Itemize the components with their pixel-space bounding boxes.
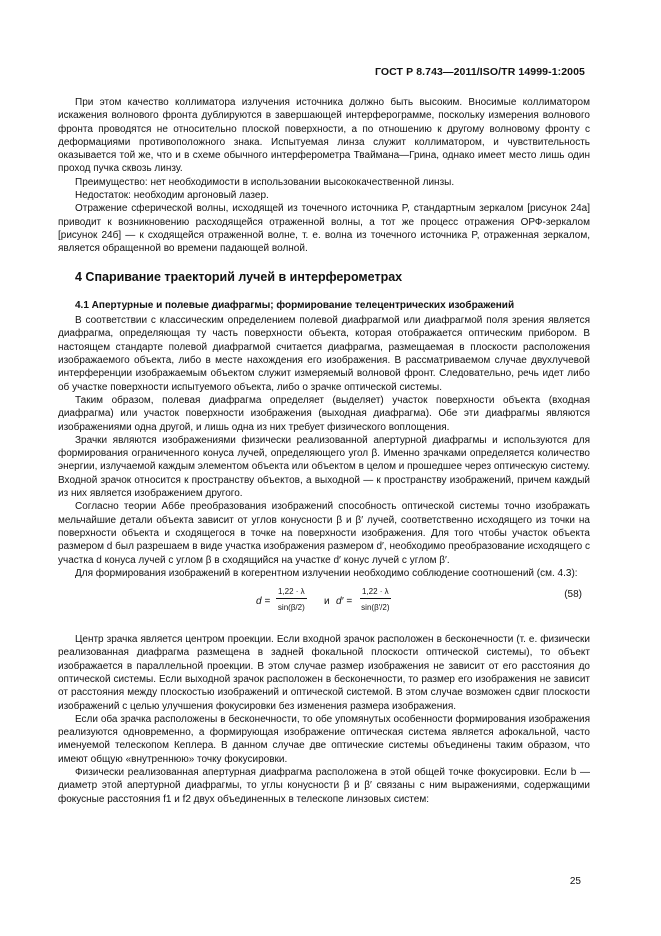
paragraph: Преимущество: нет необходимости в использовании высококачественной линзы. xyxy=(75,176,455,188)
paragraph: Отражение сферической волны, исходящей из точечного источника P, стандартным зеркалом [рисунок 24а] приводит к возникновению расходящейся отраженной волны, а тот же процесс отражения ОРФ-зеркалом [рисунок 24б] — к сходящейся отраженной волне, т. е. волна из точечного источника P, отраженная зеркалом, является обращенной во времени падающей волной. xyxy=(58,203,590,255)
formula-number: (58) xyxy=(564,589,582,601)
paragraph: В соответствии с классическим определением полевой диафрагмой или диафрагмой поля зрения является диафрагма, определяющая ту часть поверхности объекта, которая отображается оптическим прибором. В настоящем стандарте полевой диафрагмой считается диафрагма, размещаемая в плоскости расположения изображаемого объекта, либо в месте нахождения его изображения. В рассматриваемом случае двухлучевой интерференции изображаемым объектом служит измеряемый волновой фронт. Следовательно, речь идет либо об участке поверхности испытуемого объекта, либо о зрачке оптической системы. xyxy=(58,315,590,393)
formula-lhs-d-prime: d′ = xyxy=(336,596,353,608)
standard-header: ГОСТ Р 8.743—2011/ISO/TR 14999-1:2005 xyxy=(374,66,585,78)
paragraph: Недостаток: необходим аргоновый лазер. xyxy=(75,190,269,202)
fraction-numerator: 1,22 · λ xyxy=(276,585,307,599)
formula-lhs-d: d = xyxy=(256,596,271,608)
section-4-1-heading: 4.1 Апертурные и полевые диафрагмы; формирование телецентрических изображений xyxy=(75,299,515,311)
paragraph: Зрачки являются изображениями физически реализованной апертурной диафрагмы и используются для формирования ограниченного конуса лучей, определяющего угол β. Именно зрачками определяется количество энергии, излучаемой каждым элементом объекта или объектом в целом и прошедшее через оптическую систему. Входной зрачок относится к пространству объектов, а выходной — к пространству изображений, причем каждый из них является изображением другого. xyxy=(58,434,590,500)
fraction-denominator: sin(β/2) xyxy=(277,603,305,613)
paragraph: Таким образом, полевая диафрагма определяет (выделяет) участок поверхности объекта (входная диафрагма) или участок поверхности изображения (выходная диафрагма). Обе эти диафрагмы являются изображениями одна другой, и лишь одна из них требует физического воплощения. xyxy=(58,394,590,433)
paragraph: Если оба зрачка расположены в бесконечности, то обе упомянутых особенности формирования изображения реализуются одновременно, а формирующая изображение оптическая система является афокальной, часто именуемой телескопом Кеплера. В данном случае две оптические системы объединены таким образом, что имеют общую «внутреннюю» точку фокусировки. xyxy=(58,713,590,765)
fraction-d xyxy=(276,585,307,615)
fraction-denominator: sin(β′/2) xyxy=(361,603,390,613)
paragraph: Центр зрачка является центром проекции. Если входной зрачок расположен в бесконечности (т. е. физически реализованная диафрагма размещена в задней фокальной плоскости оптической системы), то объект изображается в параллельной проекции. В этом случае размер изображения не зависит от его расстояния до оптической системы. Если выходной зрачок расположен в бесконечности, то размер его изображения не зависит от расстояния между плоскостью изображений и оптической системой. В этом случае возможен сдвиг плоскости изображений с целью улучшения фокусировки без изменения размера изображения. xyxy=(58,634,590,712)
fraction-d-prime xyxy=(360,585,391,615)
formula-body xyxy=(256,583,396,625)
page-number: 25 xyxy=(569,876,581,887)
section-4-heading: 4 Спаривание траекторий лучей в интерферометрах xyxy=(75,269,403,284)
formula-and: и xyxy=(324,596,330,608)
paragraph: Согласно теории Аббе преобразования изображений способность оптической системы точно изображать мельчайшие детали объекта зависит от углов конусности β и β′ лучей, соответственно исходящего из точки на поверхности объекта и сходящегося в точке на поверхности изображения. Для того чтобы участок объекта размером d был разрешаем в виде участка изображения размером d′, необходимо преобразование исходящего с участка d конуса лучей с углом β в сходящийся на участке d′ конус лучей с углом β′. xyxy=(58,501,590,566)
paragraph: Физически реализованная апертурная диафрагма расположена в этой общей точке фокусировки. Если b — диаметр этой апертурной диафрагмы, то углы конусности β и β′ связаны с ним выражениями, содержащими фокусные расстояния f1 и f2 двух объединенных в телескопе линзовых систем: xyxy=(58,767,590,805)
paragraph: Для формирования изображений в когерентном излучении необходимо соблюдение соотношений (см. 4.3): xyxy=(75,567,578,579)
formula-58 xyxy=(58,583,590,625)
fraction-numerator: 1,22 · λ xyxy=(360,585,391,599)
page-content xyxy=(58,96,590,806)
paragraph: При этом качество коллиматора излучения источника должно быть высоким. Вносимые коллиматором искажения волнового фронта дублируются в завершающей интерферограмме, поскольку измерения волнового фронта проводятся не относительно плоской поверхности, а по отношению к другому волновому фронту с деформациями противоположного знака. Испытуемая линза служит коллиматором, и чувствительность оказывается той же, что и в схеме обычного интерферометра Тваймана—Грина, однако имеет место лишь один проход пучка сквозь линзу. xyxy=(58,97,590,175)
